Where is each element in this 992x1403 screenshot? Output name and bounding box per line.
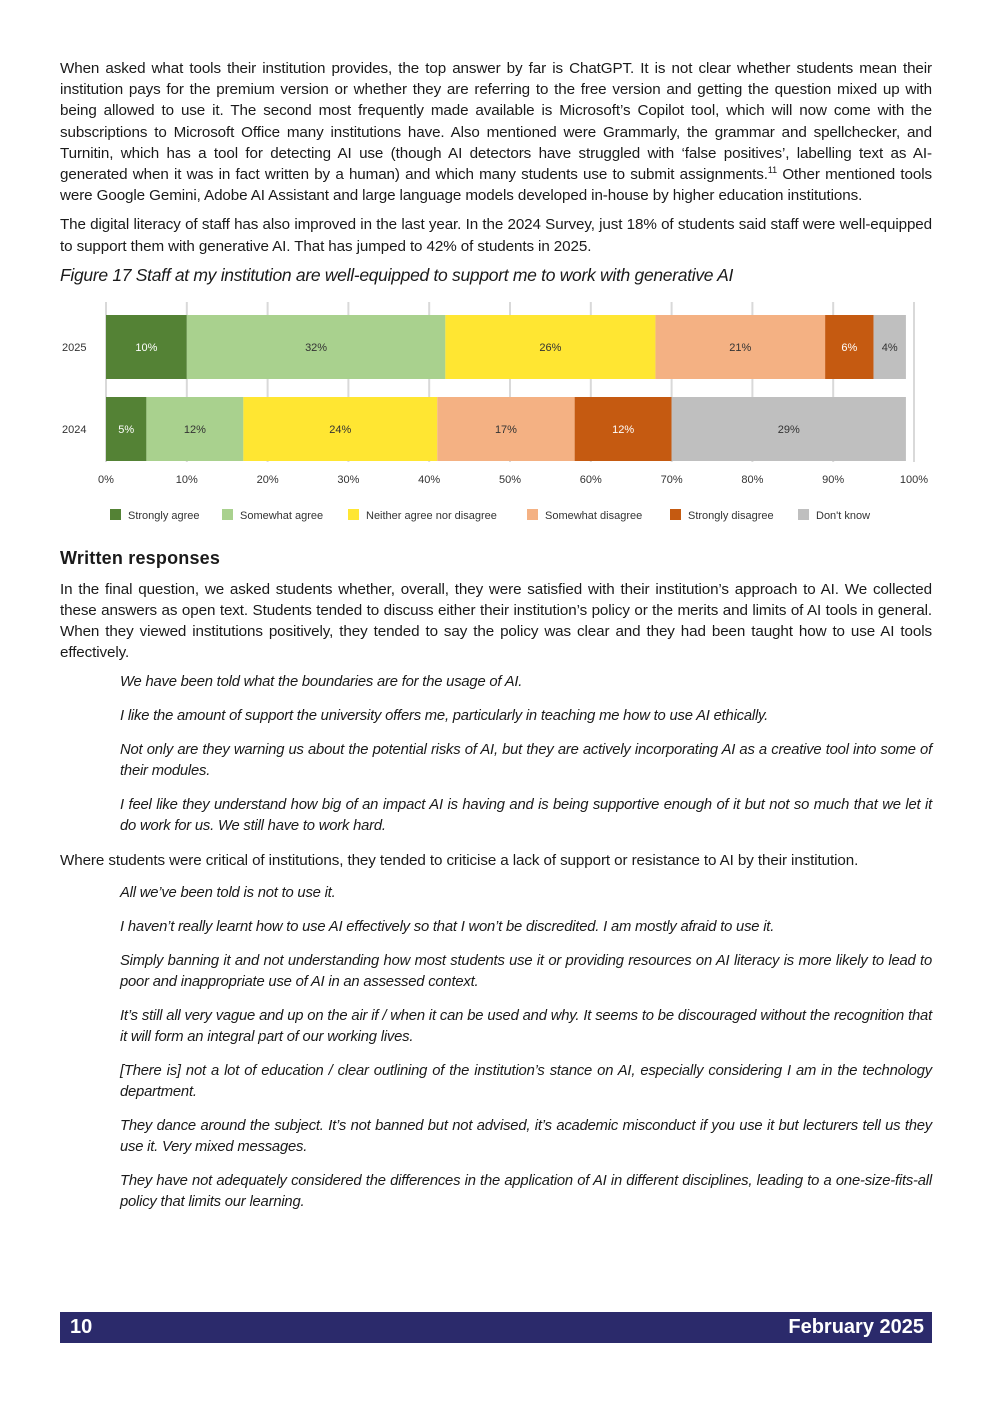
chart-svg <box>60 294 932 529</box>
quote: I feel like they understand how big of an impact AI is having and is being supportive enough of it but not so much that we let it do work for us. We still have to work hard. <box>120 796 932 834</box>
intro-paragraph-2: The digital literacy of staff has also improved in the last year. In the 2024 Survey, just 18% of students said staff were well-equipped to support them with generative AI. That has jumped to 42% of students in 2025. <box>60 216 932 255</box>
legend-label: Somewhat agree <box>240 509 324 522</box>
data-label: 6% <box>841 341 858 354</box>
data-label: 26% <box>539 341 562 354</box>
x-tick-label: 30% <box>337 473 360 486</box>
critical-paragraph: Where students were critical of institutions, they tended to criticise a lack of support or resistance to AI by their institution. <box>60 851 859 869</box>
x-tick-label: 90% <box>822 473 845 486</box>
figure-title: Figure 17 Staff at my institution are well-equipped to support me to work with generative AI <box>60 264 734 285</box>
x-tick-label: 0% <box>98 473 114 486</box>
intro-paragraph-1-tail: Other mentioned tools were Google Gemini, Adobe AI Assistant and large language models developed in-house by higher education institutions. <box>60 166 932 205</box>
quote: Simply banning it and not understanding how most students use it or providing resources on AI literacy is more likely to lead to poor and inappropriate use of AI in an assessed context. <box>120 952 932 990</box>
page-number: 10 <box>70 1316 93 1338</box>
positive-quotes <box>60 672 932 837</box>
footer-date: February 2025 <box>788 1316 924 1338</box>
data-label: 10% <box>135 341 158 354</box>
x-tick-label: 50% <box>498 473 522 486</box>
quote: Not only are they warning us about the potential risks of AI, but they are actively incorporating AI as a creative tool into some of their modules. <box>120 741 932 779</box>
page-content <box>60 58 932 1226</box>
legend-swatch <box>670 509 681 520</box>
data-label: 21% <box>729 341 752 354</box>
quote: They dance around the subject. It’s not banned but not advised, it’s academic misconduct if you use it but lecturers tell us they use it. Very mixed messages. <box>120 1117 932 1155</box>
legend-swatch <box>348 509 359 520</box>
legend-swatch <box>110 509 121 520</box>
critical-quotes <box>60 883 932 1213</box>
x-tick-label: 60% <box>579 473 602 486</box>
legend-swatch <box>798 509 809 520</box>
x-tick-label: 100% <box>899 473 929 486</box>
category-label: 2025 <box>62 341 87 354</box>
stacked-bar-chart <box>60 294 932 544</box>
footnote-reference[interactable]: 11 <box>767 164 778 175</box>
x-tick-label: 80% <box>741 473 764 486</box>
legend-label: Strongly agree <box>128 509 200 522</box>
legend-label: Neither agree nor disagree <box>366 509 497 522</box>
data-label: 32% <box>305 341 328 354</box>
legend-label: Strongly disagree <box>688 509 774 522</box>
quote: They have not adequately considered the differences in the application of AI in different disciplines, leading to a one-size-fits-all policy that limits our learning. <box>120 1172 932 1210</box>
data-label: 5% <box>118 423 135 436</box>
data-label: 17% <box>494 423 517 436</box>
data-label: 12% <box>612 423 635 436</box>
quote: I like the amount of support the university offers me, particularly in teaching me how to use AI ethically. <box>120 707 769 724</box>
intro-paragraph-1 <box>60 58 932 206</box>
data-label: 12% <box>183 423 206 436</box>
legend-swatch <box>222 509 233 520</box>
quote: [There is] not a lot of education / clear outlining of the institution’s stance on AI, especially considering I am in the technology department. <box>120 1062 932 1100</box>
data-label: 24% <box>329 423 352 436</box>
quote: It’s still all very vague and up on the air if / when it can be used and why. It seems to be discouraged without the recognition that it will form an integral part of our working lives. <box>120 1007 932 1045</box>
intro-paragraph-1-text: When asked what tools their institution provides, the top answer by far is ChatGPT. It is not clear whether students mean their institution pays for the premium version or whether they are referring to the free version and getting the question mixed up with being allowed to use it. The second most frequently made available is Microsoft’s Copilot tool, which will now come with the subscriptions to Microsoft Office many institutions have. Also mentioned were Grammarly, the grammar and spellchecker, and Turnitin, which has a tool for detecting AI use (though AI detectors have struggled with ‘false positives’, labelling text as AI-generated when it was in fact written by a human) and which many students use to submit assignments. <box>60 60 932 184</box>
x-tick-label: 70% <box>660 473 683 486</box>
legend-label: Somewhat disagree <box>545 509 643 522</box>
legend-swatch <box>527 509 538 520</box>
legend-label: Don't know <box>816 509 871 522</box>
data-label: 29% <box>777 423 800 436</box>
x-tick-label: 40% <box>418 473 441 486</box>
category-label: 2024 <box>62 423 87 436</box>
page-footer <box>60 1312 932 1343</box>
quote: I haven’t really learnt how to use AI effectively so that I won’t be discredited. I am mostly afraid to use it. <box>120 918 775 935</box>
quote: We have been told what the boundaries are for the usage of AI. <box>120 673 523 690</box>
data-label: 4% <box>881 341 898 354</box>
section-paragraph: In the final question, we asked students whether, overall, they were satisfied with their institution’s approach to AI. We collected these answers as open text. Students tended to discuss either their institution’s policy or the merits and limits of AI tools in general. When they viewed institutions positively, they tended to say the policy was clear and they had been taught how to use AI tools effectively. <box>60 580 932 662</box>
x-tick-label: 10% <box>175 473 198 486</box>
section-heading: Written responses <box>60 547 221 568</box>
quote: All we’ve been told is not to use it. <box>120 884 336 901</box>
x-tick-label: 20% <box>256 473 279 486</box>
